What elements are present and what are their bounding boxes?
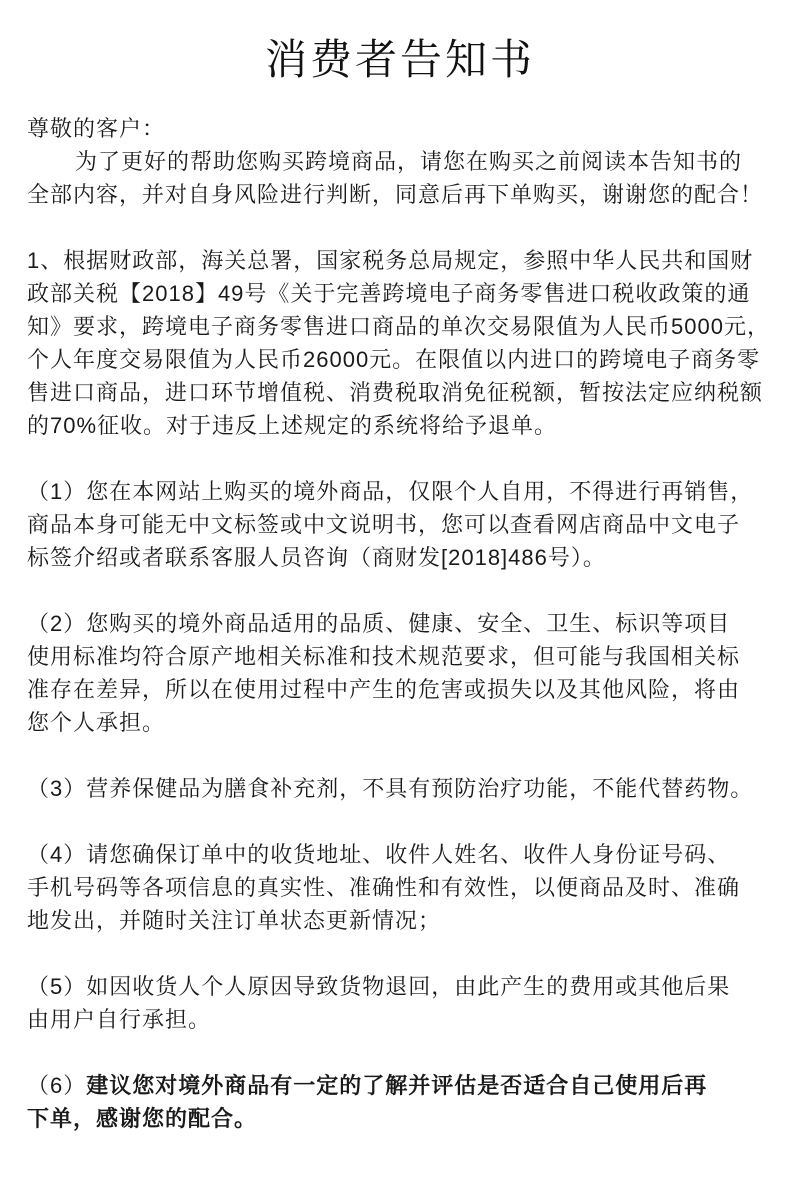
item-1-personal-use [27, 475, 787, 574]
page-title: 消费者告知书 [264, 36, 535, 83]
section-line: （2）您购买的境外商品适用的品质、健康、安全、卫生、标识等项目 [27, 611, 731, 636]
intro-line: 为了更好的帮助您购买跨境商品，请您在购买之前阅读本告知书的 [75, 149, 743, 174]
item-6-prefix: （6） [27, 1073, 87, 1098]
item-6-advice [27, 1069, 787, 1135]
section-line: 商品本身可能无中文标签或中文说明书，您可以查看网店商品中文电子 [27, 512, 741, 537]
section-line: 的70%征收。对于违反上述规定的系统将给予退单。 [27, 413, 558, 438]
item-3-supplements [27, 772, 787, 805]
item-6-bold-text: 建议您对境外商品有一定的了解并评估是否适合自己使用后再 [86, 1073, 708, 1098]
salutation: 尊敬的客户： [27, 116, 166, 141]
section-line: 由用户自行承担。 [27, 1007, 212, 1032]
section-line: （4）请您确保订单中的收货地址、收件人姓名、收件人身份证号码、 [27, 842, 731, 867]
section-line: （3）营养保健品为膳食补充剂，不具有预防治疗功能，不能代替药物。 [27, 776, 754, 801]
section-line: 1、根据财政部，海关总署，国家税务总局规定，参照中华人民共和国财 [27, 248, 754, 273]
item-5-returns [27, 970, 787, 1036]
item-6-bold-text: 下单，感谢您的配合。 [27, 1106, 258, 1131]
section-line: 手机号码等各项信息的真实性、准确性和有效性，以便商品及时、准确 [27, 875, 741, 900]
section-line [27, 1069, 787, 1102]
section-line: 您个人承担。 [27, 710, 166, 735]
item-2-standards [27, 607, 787, 739]
salutation-block [27, 112, 787, 145]
section-line: 知》要求，跨境电子商务零售进口商品的单次交易限值为人民币5000元， [27, 314, 770, 339]
intro-line: 全部内容，并对自身风险进行判断，同意后再下单购买，谢谢您的配合！ [27, 182, 764, 207]
section-line: （1）您在本网站上购买的境外商品，仅限个人自用，不得进行再销售， [27, 479, 754, 504]
section-line: 标签介绍或者联系客服人员咨询（商财发[2018]486号）。 [27, 545, 606, 570]
section-line: 地发出，并随时关注订单状态更新情况； [27, 908, 442, 933]
section-line: （5）如因收货人个人原因导致货物退回，由此产生的费用或其他后果 [27, 974, 731, 999]
intro-paragraph [27, 145, 787, 211]
section-line: 准存在差异，所以在使用过程中产生的危害或损失以及其他风险，将由 [27, 677, 741, 702]
section-line: 个人年度交易限值为人民币26000元。在限值以内进口的跨境电子商务零 [27, 347, 761, 372]
notice-body [27, 112, 787, 1168]
section-line: 使用标准均符合原产地相关标准和技术规范要求，但可能与我国相关标 [27, 644, 741, 669]
section-1-tax-rules [27, 244, 787, 442]
item-4-order-info [27, 838, 787, 937]
section-line: 售进口商品，进口环节增值税、消费税取消免征税额，暂按法定应纳税额 [27, 380, 764, 405]
section-line: 政部关税【2018】49号《关于完善跨境电子商务零售进口税收政策的通 [27, 281, 751, 306]
